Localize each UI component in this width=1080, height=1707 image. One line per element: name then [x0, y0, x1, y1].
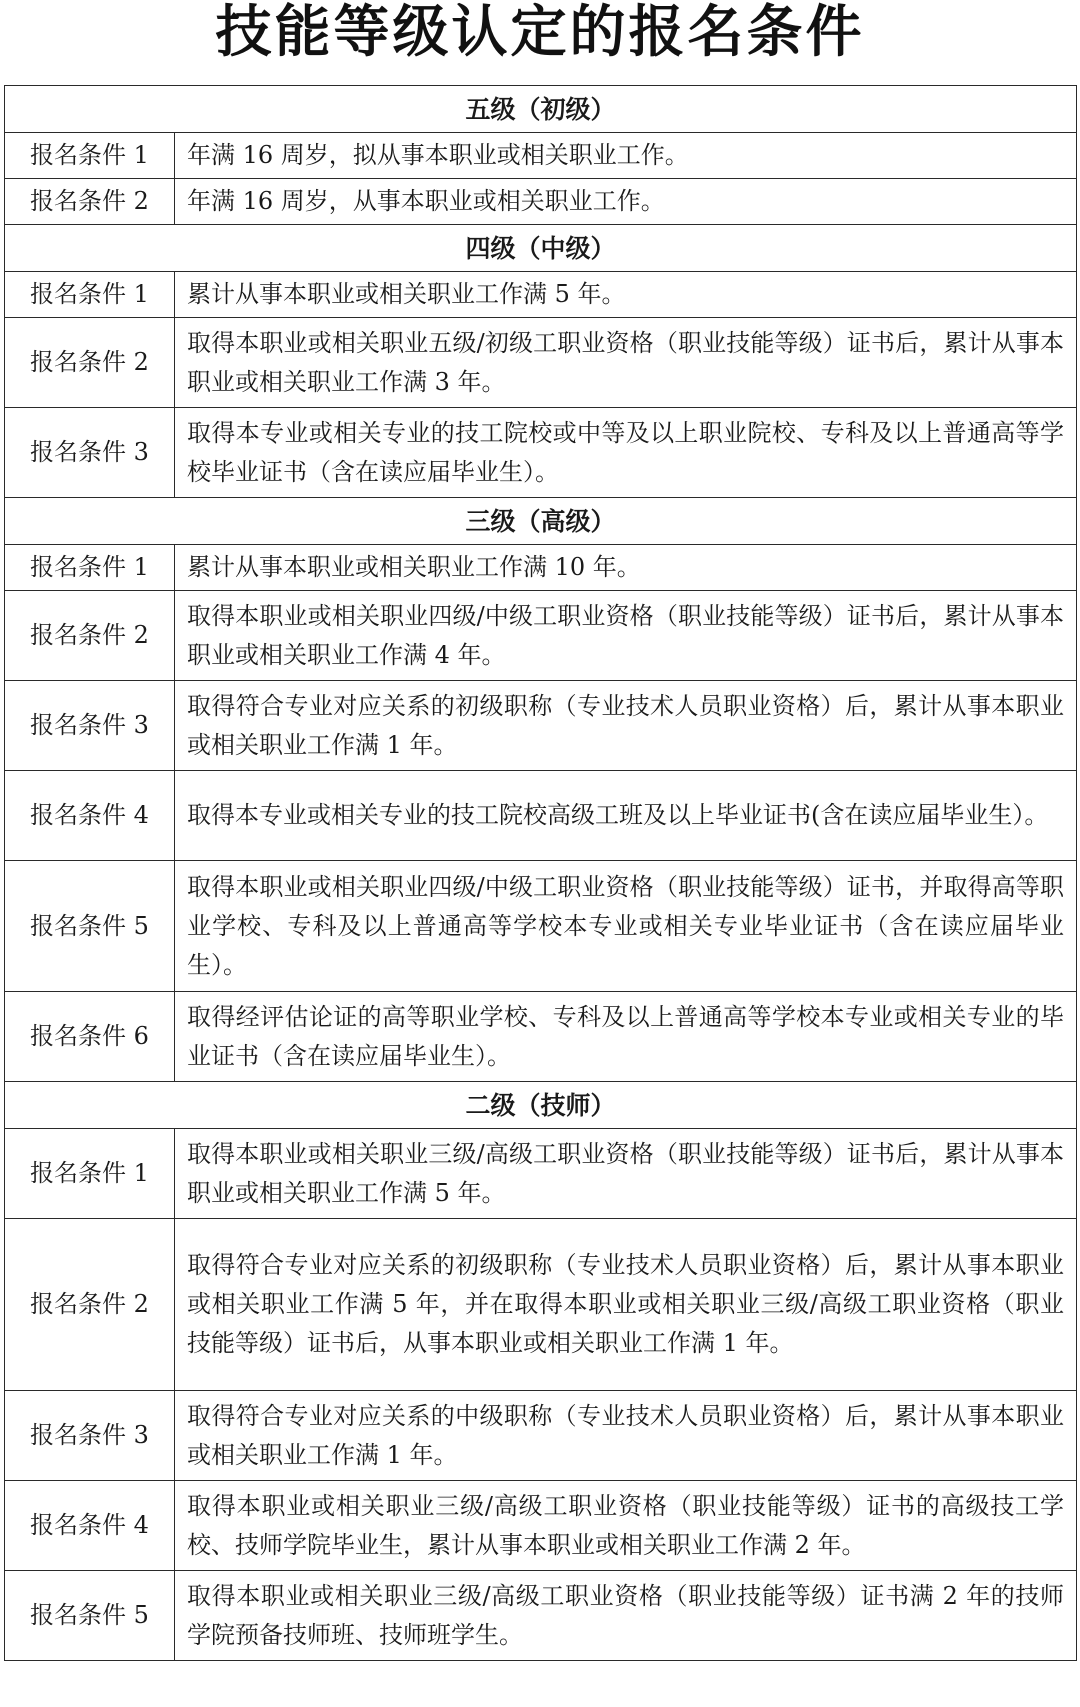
condition-label: 报名条件 2 — [5, 318, 175, 408]
condition-label: 报名条件 1 — [5, 272, 175, 318]
condition-label: 报名条件 4 — [5, 1481, 175, 1571]
table-row — [5, 179, 1077, 225]
condition-text: 取得经评估论证的高等职业学校、专科及以上普通高等学校本专业或相关专业的毕业证书（含在读应届毕业生）。 — [175, 992, 1077, 1082]
table-row — [5, 681, 1077, 771]
condition-label: 报名条件 6 — [5, 992, 175, 1082]
level-header-row — [5, 498, 1077, 545]
condition-label: 报名条件 5 — [5, 1571, 175, 1661]
requirements-table — [4, 85, 1077, 1661]
table-row — [5, 591, 1077, 681]
table-row — [5, 1391, 1077, 1481]
table-row — [5, 1129, 1077, 1219]
condition-text: 取得本职业或相关职业三级/高级工职业资格（职业技能等级）证书满 2 年的技师学院预备技师班、技师班学生。 — [175, 1571, 1077, 1661]
condition-label: 报名条件 3 — [5, 1391, 175, 1481]
condition-text: 取得符合专业对应关系的初级职称（专业技术人员职业资格）后，累计从事本职业或相关职业工作满 1 年。 — [175, 681, 1077, 771]
condition-text: 取得本职业或相关职业四级/中级工职业资格（职业技能等级）证书，并取得高等职业学校、专科及以上普通高等学校本专业或相关专业毕业证书（含在读应届毕业生）。 — [175, 861, 1077, 992]
condition-text: 累计从事本职业或相关职业工作满 10 年。 — [175, 545, 1077, 591]
condition-label: 报名条件 2 — [5, 1219, 175, 1391]
table-row — [5, 1219, 1077, 1391]
condition-text: 取得本职业或相关职业五级/初级工职业资格（职业技能等级）证书后，累计从事本职业或相关职业工作满 3 年。 — [175, 318, 1077, 408]
condition-label: 报名条件 4 — [5, 771, 175, 861]
table-row — [5, 992, 1077, 1082]
condition-text: 取得本专业或相关专业的技工院校高级工班及以上毕业证书(含在读应届毕业生）。 — [175, 771, 1077, 861]
condition-label: 报名条件 1 — [5, 1129, 175, 1219]
condition-text: 取得本专业或相关专业的技工院校或中等及以上职业院校、专科及以上普通高等学校毕业证书（含在读应届毕业生）。 — [175, 408, 1077, 498]
condition-label: 报名条件 3 — [5, 408, 175, 498]
table-row — [5, 318, 1077, 408]
level-header: 五级（初级） — [5, 86, 1077, 133]
condition-label: 报名条件 1 — [5, 133, 175, 179]
table-row — [5, 408, 1077, 498]
condition-text: 取得本职业或相关职业三级/高级工职业资格（职业技能等级）证书的高级技工学校、技师学院毕业生，累计从事本职业或相关职业工作满 2 年。 — [175, 1481, 1077, 1571]
condition-text: 年满 16 周岁，从事本职业或相关职业工作。 — [175, 179, 1077, 225]
level-header: 四级（中级） — [5, 225, 1077, 272]
condition-label: 报名条件 1 — [5, 545, 175, 591]
condition-label: 报名条件 2 — [5, 179, 175, 225]
condition-text: 年满 16 周岁，拟从事本职业或相关职业工作。 — [175, 133, 1077, 179]
condition-label: 报名条件 3 — [5, 681, 175, 771]
level-header: 二级（技师） — [5, 1082, 1077, 1129]
condition-text: 取得符合专业对应关系的初级职称（专业技术人员职业资格）后，累计从事本职业或相关职业工作满 5 年，并在取得本职业或相关职业三级/高级工职业资格（职业技能等级）证书后，从事本职业或相关职业工作满 1 年。 — [175, 1219, 1077, 1391]
level-header-row — [5, 86, 1077, 133]
table-row — [5, 133, 1077, 179]
table-row — [5, 272, 1077, 318]
table-row — [5, 545, 1077, 591]
condition-label: 报名条件 2 — [5, 591, 175, 681]
table-row — [5, 861, 1077, 992]
condition-label: 报名条件 5 — [5, 861, 175, 992]
page-title: 技能等级认定的报名条件 — [215, 0, 865, 65]
condition-text: 取得本职业或相关职业三级/高级工职业资格（职业技能等级）证书后，累计从事本职业或相关职业工作满 5 年。 — [175, 1129, 1077, 1219]
condition-text: 取得符合专业对应关系的中级职称（专业技术人员职业资格）后，累计从事本职业或相关职业工作满 1 年。 — [175, 1391, 1077, 1481]
condition-text: 累计从事本职业或相关职业工作满 5 年。 — [175, 272, 1077, 318]
condition-text: 取得本职业或相关职业四级/中级工职业资格（职业技能等级）证书后，累计从事本职业或相关职业工作满 4 年。 — [175, 591, 1077, 681]
table-row — [5, 1481, 1077, 1571]
table-row — [5, 1571, 1077, 1661]
table-row — [5, 771, 1077, 861]
level-header: 三级（高级） — [5, 498, 1077, 545]
level-header-row — [5, 225, 1077, 272]
level-header-row — [5, 1082, 1077, 1129]
